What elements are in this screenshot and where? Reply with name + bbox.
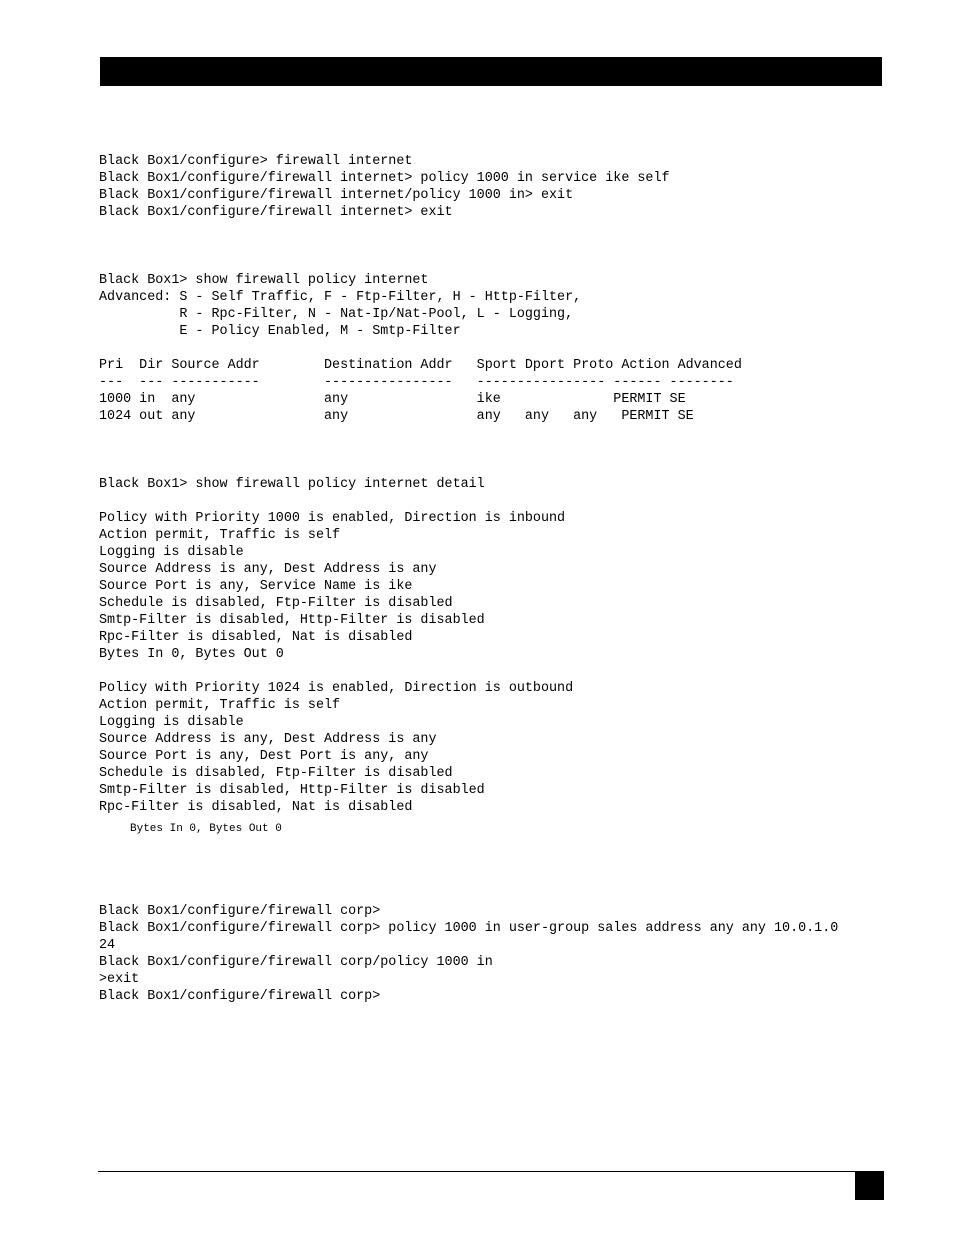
header-bar [100, 57, 882, 86]
cli-line [99, 663, 573, 680]
cli-line: Black Box1> show firewall policy internet [99, 273, 429, 288]
cli-line: Policy with Priority 1000 is enabled, Direction is inbound [99, 511, 566, 526]
cli-block-policy-detail [99, 476, 573, 816]
policy-table-row: 1000 in any any ike PERMIT SE [99, 392, 686, 407]
cli-block-show-policy [99, 272, 742, 425]
cli-line: Black Box1/configure/firewall corp> [99, 904, 381, 919]
cli-line: Smtp-Filter is disabled, Http-Filter is disabled [99, 613, 485, 628]
cli-block-firewall-corp [99, 903, 838, 1005]
cli-line: Logging is disable [99, 545, 244, 560]
cli-line: Policy with Priority 1024 is enabled, Direction is outbound [99, 681, 574, 696]
cli-line-small: Bytes In 0, Bytes Out 0 [130, 823, 282, 835]
cli-line: Advanced: S - Self Traffic, F - Ftp-Filter, H - Http-Filter, [99, 290, 582, 305]
cli-line: Black Box1> show firewall policy internet detail [99, 477, 485, 492]
cli-line: 24 [99, 938, 116, 953]
cli-line: Action permit, Traffic is self [99, 698, 341, 713]
policy-table-rule: --- --- ----------- ---------------- ---------------- ------ -------- [99, 375, 734, 390]
cli-line: Logging is disable [99, 715, 244, 730]
cli-line: E - Policy Enabled, M - Smtp-Filter [99, 324, 461, 339]
cli-line: Rpc-Filter is disabled, Nat is disabled [99, 630, 413, 645]
cli-line: Source Address is any, Dest Address is any [99, 562, 437, 577]
cli-line: Black Box1/configure> firewall internet [99, 154, 413, 169]
cli-line: Bytes In 0, Bytes Out 0 [99, 647, 284, 662]
cli-line: Schedule is disabled, Ftp-Filter is disabled [99, 596, 453, 611]
cli-line: Black Box1/configure/firewall internet> exit [99, 205, 453, 220]
cli-block-firewall-internet [99, 153, 670, 221]
cli-line: R - Rpc-Filter, N - Nat-Ip/Nat-Pool, L - Logging, [99, 307, 574, 322]
cli-line: >exit [99, 972, 140, 987]
cli-line: Black Box1/configure/firewall internet/policy 1000 in> exit [99, 188, 574, 203]
cli-line: Source Address is any, Dest Address is any [99, 732, 437, 747]
cli-line: Black Box1/configure/firewall corp> [99, 989, 381, 1004]
cli-line [99, 493, 573, 510]
cli-line: Source Port is any, Dest Port is any, any [99, 749, 429, 764]
policy-table-row: 1024 out any any any any any PERMIT SE [99, 409, 694, 424]
cli-line: Schedule is disabled, Ftp-Filter is disabled [99, 766, 453, 781]
footer-page-box [855, 1172, 884, 1200]
footer-rule [98, 1171, 884, 1172]
cli-line: Source Port is any, Service Name is ike [99, 579, 413, 594]
cli-line: Rpc-Filter is disabled, Nat is disabled [99, 800, 413, 815]
cli-line: Black Box1/configure/firewall internet> policy 1000 in service ike self [99, 171, 670, 186]
cli-line: Black Box1/configure/firewall corp> policy 1000 in user-group sales address any any 10.0.1.0 [99, 921, 839, 936]
policy-table-header: Pri Dir Source Addr Destination Addr Sport Dport Proto Action Advanced [99, 358, 742, 373]
cli-line [99, 340, 742, 357]
cli-line: Smtp-Filter is disabled, Http-Filter is disabled [99, 783, 485, 798]
cli-line: Action permit, Traffic is self [99, 528, 341, 543]
cli-line: Black Box1/configure/firewall corp/policy 1000 in [99, 955, 493, 970]
